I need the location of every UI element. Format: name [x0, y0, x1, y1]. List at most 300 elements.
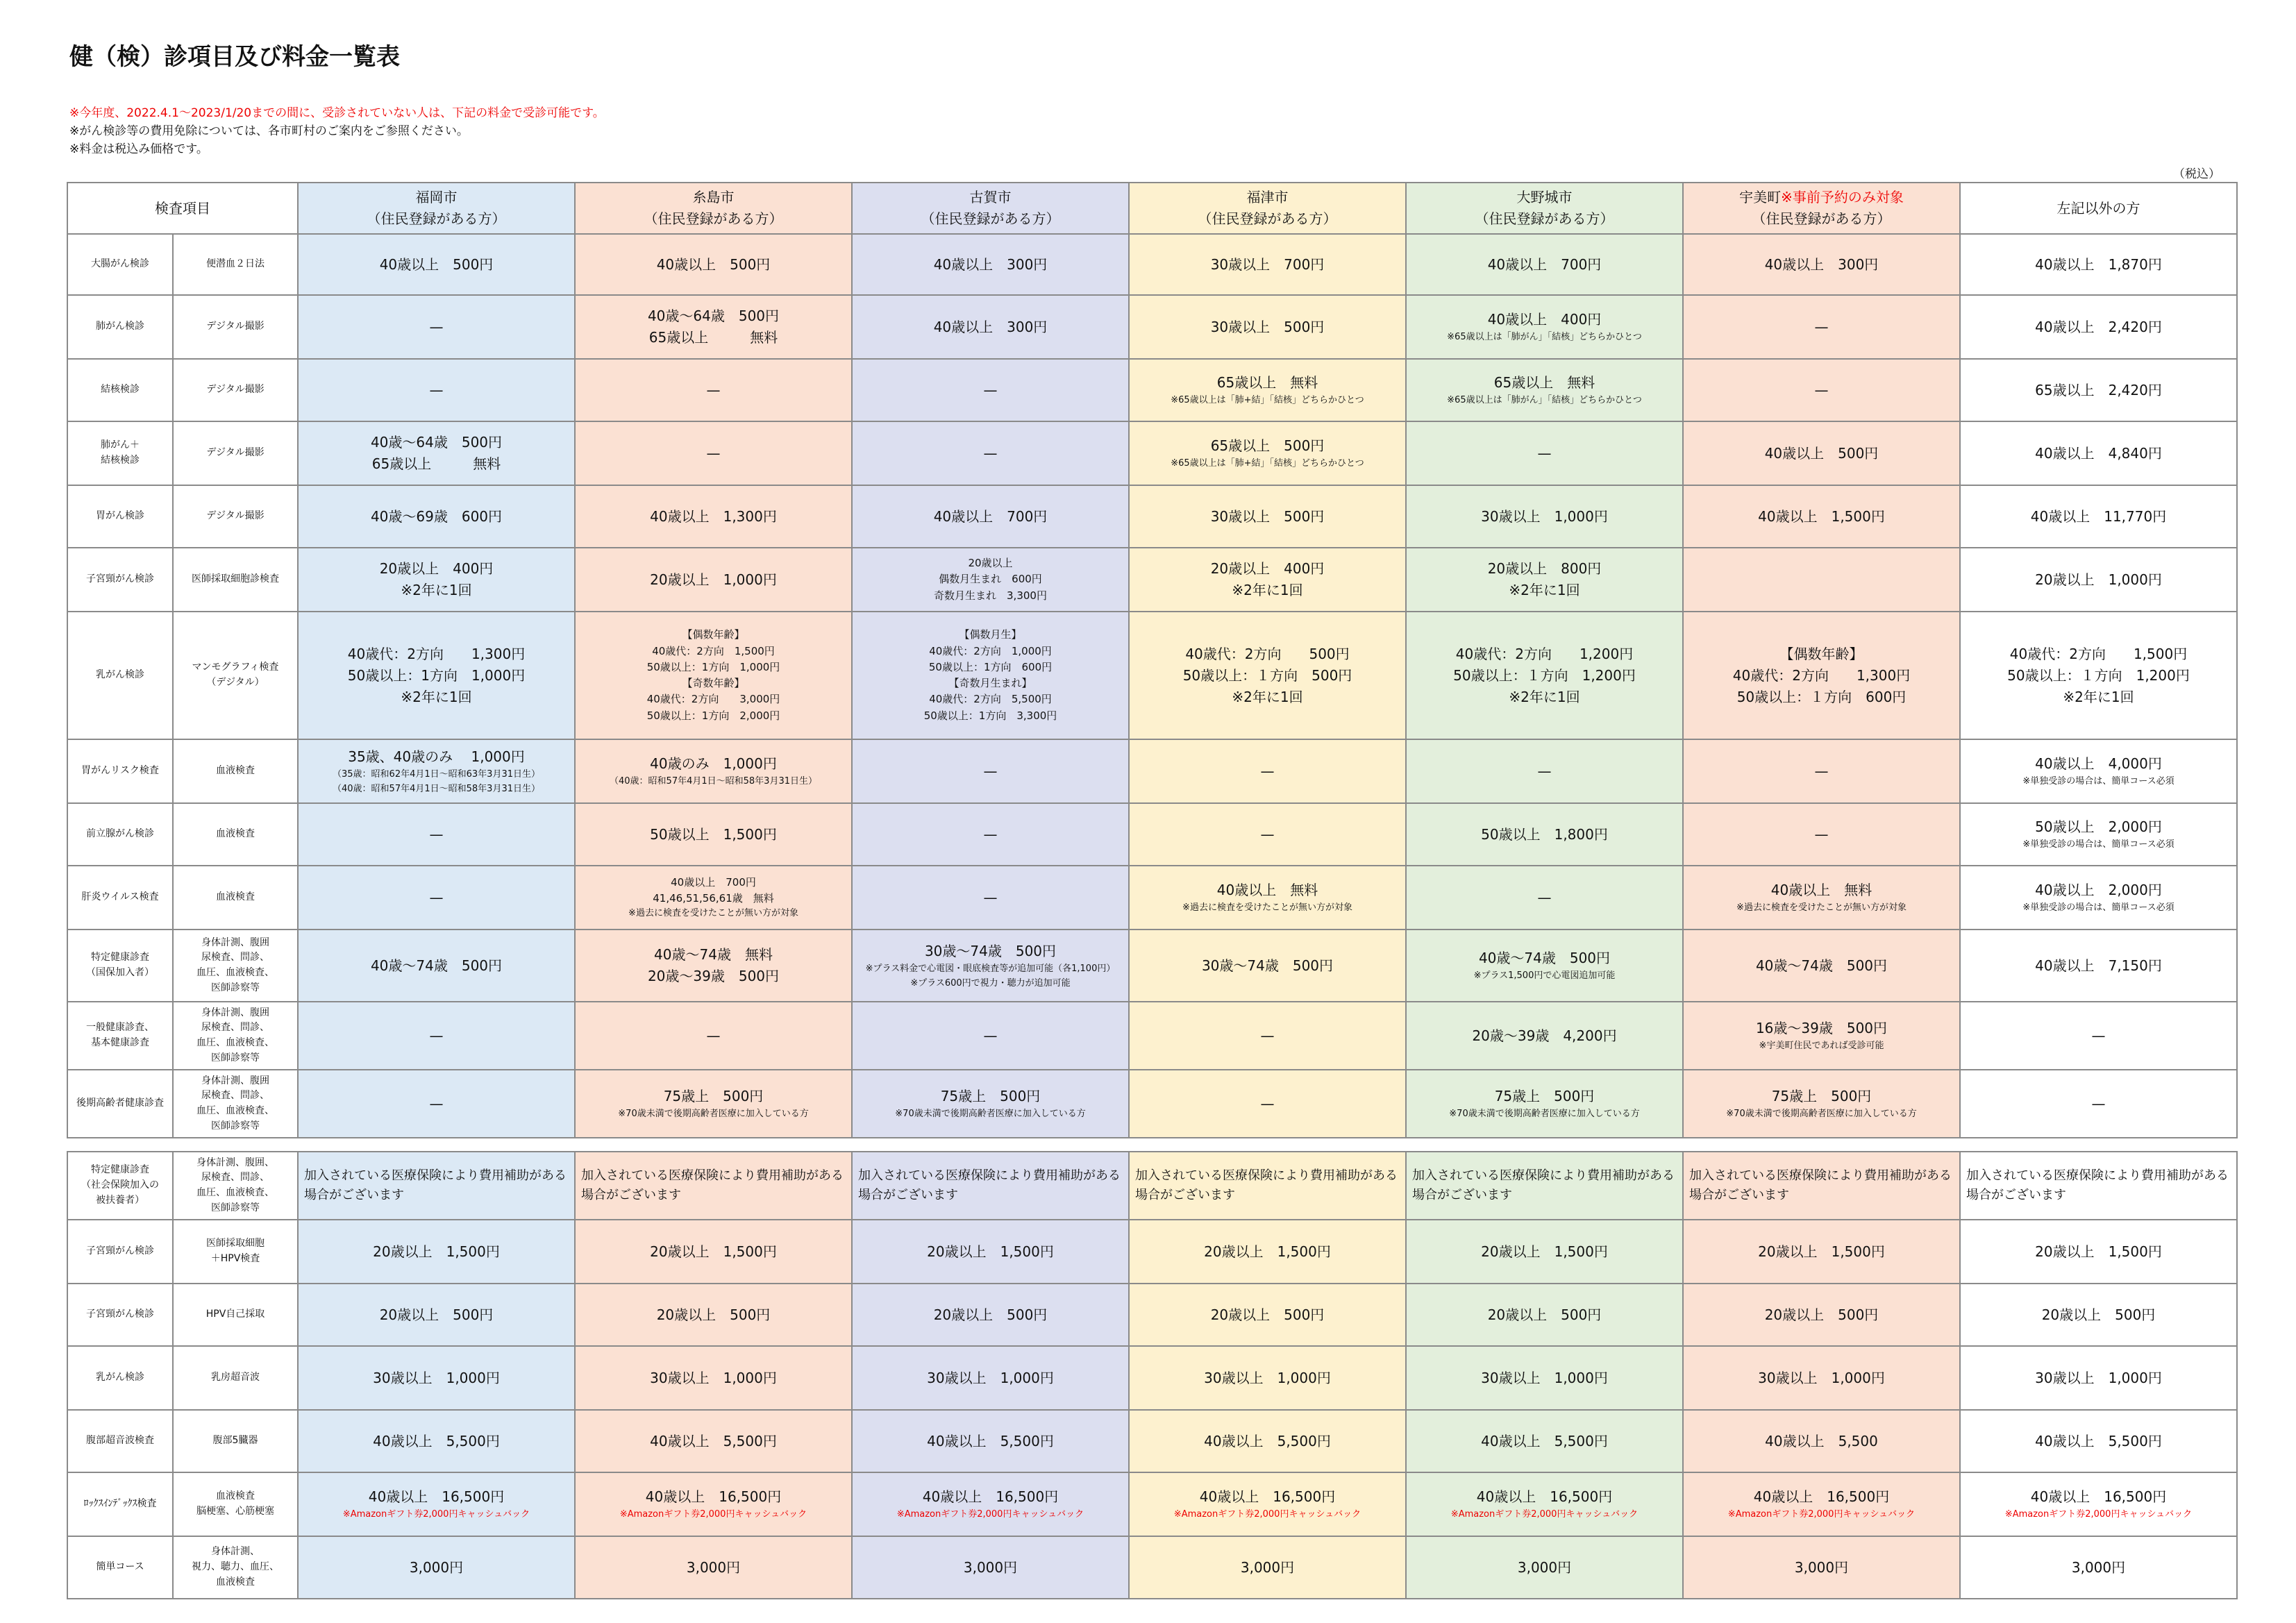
cell-value: — [429, 825, 444, 843]
cell-value: 30歳以上 1,000円 [1758, 1369, 1885, 1386]
cell-value: — [1260, 762, 1275, 780]
exam-name-line: 胃がん検診 [96, 510, 144, 522]
price-cell [1129, 1536, 1406, 1599]
exam-method-line: 身体計測、腹囲 [201, 936, 269, 948]
cell-value: — [1260, 825, 1275, 843]
price-cell [852, 739, 1129, 803]
price-cell [1406, 1472, 1683, 1536]
cell-note: ※65歳以上は「肺がん」「結核」どちらかひとつ [1447, 332, 1642, 343]
exam-method-line: 腹部5臓器 [212, 1435, 258, 1447]
cell-value: 20歳以上 1,500円 [1204, 1243, 1331, 1260]
table-row [67, 739, 2237, 803]
cell-value: 40歳～64歳 500円 [370, 434, 503, 451]
cell-value: 40歳以上 500円 [656, 255, 771, 273]
cell-value: 30歳以上 1,000円 [373, 1369, 500, 1386]
price-cell [575, 866, 852, 930]
exam-method-line: 血液検査 [216, 765, 255, 777]
price-cell [1683, 803, 1960, 866]
price-cell [1406, 421, 1683, 485]
cell-value: ※2年に1回 [1509, 582, 1580, 598]
cell-value: — [706, 381, 721, 398]
table-row [67, 421, 2237, 485]
price-cell [298, 548, 575, 612]
cell-value: 40歳以上 5,500円 [2035, 1432, 2162, 1449]
price-cell [575, 234, 852, 295]
price-cell [1683, 485, 1960, 548]
exam-method [173, 866, 298, 930]
exam-method-line: 尿検査、問診、 [201, 952, 269, 964]
note-period: ※今年度、2022.4.1～2023/1/20までの間に、受診されていない人は、下記の料金で受診可能です。 [69, 106, 605, 120]
header-subtitle: （住民登録がある方） [644, 210, 783, 227]
cell-value: 40歳代：2方向 1,500円 [2009, 645, 2188, 662]
header-city: 糸島市 [692, 189, 735, 205]
cell-value: 20歳～39歳 500円 [647, 968, 780, 984]
price-cell [852, 1070, 1129, 1138]
exam-name-line: 肝炎ウイルス検査 [81, 891, 159, 903]
cell-value: — [706, 1027, 721, 1044]
cell-value: 3,000円 [963, 1558, 1018, 1576]
exam-name-line: 乳がん検診 [96, 1372, 144, 1384]
cell-value: 【偶数年齢】 [682, 628, 745, 641]
price-cell [1960, 1152, 2237, 1220]
exam-method [173, 1346, 298, 1410]
exam-method-line: 乳房超音波 [211, 1372, 260, 1384]
cell-value: 20歳以上 1,500円 [2035, 1243, 2162, 1260]
cell-value: — [983, 889, 998, 906]
cell-value: 40歳代：2方向 3,000円 [646, 693, 780, 706]
price-cell [1406, 295, 1683, 359]
price-cell [1683, 1002, 1960, 1070]
price-cell [1129, 866, 1406, 930]
price-cell [1406, 234, 1683, 295]
cell-value: 20歳以上 400円 [1210, 560, 1325, 577]
price-cell [1683, 421, 1960, 485]
cell-value: ※2年に1回 [1232, 582, 1303, 598]
cell-note-red: ※Amazonギフト券2,000円キャッシュバック [1173, 1509, 1361, 1520]
header-city-wrap [1685, 187, 1958, 208]
cell-value: 65歳以上 無料 [1493, 374, 1595, 392]
exam-method [173, 1472, 298, 1536]
cell-value: ※2年に1回 [1509, 688, 1580, 705]
price-cell [575, 421, 852, 485]
price-cell [1683, 1070, 1960, 1138]
cell-value: 40歳のみ 1,000円 [650, 755, 777, 773]
cell-value: 【奇数年齢】 [682, 677, 745, 689]
price-cell [1129, 1410, 1406, 1472]
price-cell [298, 421, 575, 485]
cell-value: 50歳以上：１方向 600円 [1736, 688, 1907, 705]
cell-note: ※70歳未満で後期高齢者医療に加入している方 [1726, 1109, 1917, 1120]
cell-value: — [2091, 1027, 2106, 1044]
price-cell [1129, 548, 1406, 612]
exam-method [173, 612, 298, 739]
cell-value: 20歳以上 400円 [379, 560, 494, 577]
cell-note: ※プラス料金で心電図・眼底検査等が追加可能（各1,100円） [865, 964, 1116, 975]
cell-value: 40歳以上 300円 [933, 318, 1048, 335]
cell-value: — [1814, 318, 1829, 335]
price-cell [1683, 1536, 1960, 1599]
price-cell [1406, 548, 1683, 612]
header-subtitle: （住民登録がある方） [1752, 210, 1891, 227]
cell-value: — [1814, 825, 1829, 843]
cell-note: （35歳：昭和62年4月1日～昭和63年3月31日生） [333, 769, 540, 780]
price-cell [1129, 1070, 1406, 1138]
cell-value: 40歳以上 4,840円 [2035, 444, 2162, 462]
cell-value: 20歳以上 500円 [2041, 1306, 2156, 1323]
cell-note: ※プラス1,500円で心電図追加可能 [1473, 970, 1616, 982]
price-cell [575, 1410, 852, 1472]
cell-note: ※65歳以上は「肺+結」「結核」どちらかひとつ [1171, 458, 1364, 469]
cell-value: 65歳以上 2,420円 [2035, 381, 2162, 398]
table-row [67, 1152, 2237, 1220]
cell-value: 40歳以上 16,500円 [645, 1488, 782, 1506]
cell-value: 40歳以上 400円 [1487, 311, 1602, 328]
price-cell [1683, 1346, 1960, 1410]
exam-method [173, 485, 298, 548]
cell-value: 40歳代：2方向 1,500円 [652, 644, 775, 657]
cell-value: 65歳以上 無料 [371, 455, 501, 472]
price-cell [575, 930, 852, 1002]
cell-value: — [1537, 889, 1552, 906]
price-cell [852, 548, 1129, 612]
cell-value: 奇数月生まれ 3,300円 [934, 589, 1047, 602]
cell-value: 40歳代：2方向 1,000円 [929, 644, 1052, 657]
price-cell [1683, 739, 1960, 803]
price-cell [1960, 295, 2237, 359]
cell-value: 偶数月生まれ 600円 [939, 573, 1042, 586]
price-cell [575, 803, 852, 866]
price-table-optional [67, 1151, 2238, 1599]
exam-method-line: 医師採取細胞診検査 [192, 573, 279, 585]
note-exemption: ※がん検診等の費用免除については、各市町村のご案内をご参照ください。 [69, 124, 469, 138]
cell-value: 30歳以上 500円 [1210, 507, 1325, 525]
cell-value: 40歳以上 500円 [1764, 444, 1879, 462]
cell-value: 20歳以上 [968, 557, 1013, 570]
cell-value: ※2年に1回 [1232, 688, 1303, 705]
price-cell [1406, 612, 1683, 739]
exam-name-line: 前立腺がん検診 [86, 828, 154, 840]
price-cell [1960, 612, 2237, 739]
cell-value: 30歳以上 500円 [1210, 318, 1325, 335]
price-cell [1406, 803, 1683, 866]
cell-value: 30歳～74歳 500円 [924, 943, 1057, 960]
exam-method-line: 医師診察等 [211, 1202, 260, 1213]
exam-name-line: 特定健康診査 [91, 1164, 149, 1176]
cell-note-red: ※Amazonギフト券2,000円キャッシュバック [2004, 1509, 2193, 1520]
price-cell [575, 612, 852, 739]
cell-value: 40歳以上 1,500円 [1758, 507, 1885, 525]
cell-value: 40歳以上 4,000円 [2035, 755, 2162, 773]
cell-value: 50歳以上 1,500円 [650, 825, 777, 843]
cell-value: 40歳以上 16,500円 [368, 1488, 505, 1506]
cell-value: — [1814, 762, 1829, 780]
cell-note: ※65歳以上は「肺がん」「結核」どちらかひとつ [1447, 395, 1642, 406]
cell-value: — [983, 444, 998, 462]
cell-text: 加入されている医療保険により費用補助がある場合がございます [858, 1168, 1121, 1202]
cell-value: 40歳以上 5,500円 [650, 1432, 777, 1449]
exam-name [67, 1070, 173, 1138]
price-cell [852, 1284, 1129, 1346]
cell-text: 加入されている医療保険により費用補助がある場合がございます [1135, 1168, 1398, 1202]
header-city: 福津市 [1246, 189, 1289, 205]
cell-value: 40歳～74歳 無料 [654, 946, 773, 963]
price-cell [1960, 421, 2237, 485]
cell-text: 加入されている医療保険により費用補助がある場合がございます [304, 1168, 567, 1202]
price-cell [1406, 1284, 1683, 1346]
cell-value: 75歳上 500円 [663, 1088, 764, 1105]
exam-method-line: （デジタル） [206, 677, 265, 688]
exam-name [67, 1410, 173, 1472]
exam-name [67, 1536, 173, 1599]
note-tax: ※料金は税込み価格です。 [69, 142, 208, 156]
cell-value: 3,000円 [1240, 1558, 1295, 1576]
cell-value: 20歳以上 1,500円 [1481, 1243, 1608, 1260]
exam-name-line: 肺がん検診 [96, 321, 144, 333]
cell-value: 40歳～69歳 600円 [370, 507, 503, 525]
cell-value: — [429, 318, 444, 335]
exam-name [67, 612, 173, 739]
cell-note: ※過去に検査を受けたことが無い方が対象 [628, 908, 798, 919]
price-cell [1406, 739, 1683, 803]
header-city: 大野城市 [1516, 189, 1573, 205]
exam-name-line: 乳がん検診 [96, 669, 144, 681]
price-cell [1683, 1410, 1960, 1472]
price-cell [852, 421, 1129, 485]
cell-value: 40歳以上 16,500円 [1476, 1488, 1613, 1506]
cell-value: — [1260, 1095, 1275, 1112]
cell-value: 40歳以上 7,150円 [2035, 957, 2162, 974]
price-cell [1406, 930, 1683, 1002]
price-cell [1960, 866, 2237, 930]
exam-method [173, 234, 298, 295]
cell-value: — [429, 381, 444, 398]
price-cell [1683, 930, 1960, 1002]
cell-value: 20歳以上 500円 [1764, 1306, 1879, 1323]
price-cell [852, 1220, 1129, 1284]
cell-value: 40歳以上 16,500円 [2030, 1488, 2167, 1506]
price-cell [852, 295, 1129, 359]
price-cell [1960, 1472, 2237, 1536]
exam-name [67, 803, 173, 866]
exam-method [173, 1284, 298, 1346]
exam-name-line: 一般健康診査、 [86, 1022, 154, 1034]
cell-value: — [2091, 1095, 2106, 1112]
exam-method-line: 医師診察等 [211, 1052, 260, 1063]
price-cell [1683, 548, 1960, 612]
price-cell [1683, 359, 1960, 421]
table-row [67, 1472, 2237, 1536]
price-cell [298, 1152, 575, 1220]
price-cell [1129, 1346, 1406, 1410]
price-cell [852, 803, 1129, 866]
cell-value: 40歳以上 1,870円 [2035, 255, 2162, 273]
price-cell [575, 1070, 852, 1138]
exam-name [67, 1284, 173, 1346]
exam-method [173, 1220, 298, 1284]
exam-method-line: 視力、聴力、血圧、 [192, 1561, 279, 1573]
price-cell [298, 739, 575, 803]
cell-value: — [1537, 444, 1552, 462]
price-cell [1960, 739, 2237, 803]
exam-method-line: 血液検査 [216, 1490, 255, 1502]
price-cell [1129, 234, 1406, 295]
header-item: 検査項目 [67, 183, 298, 234]
cell-value: 【偶数月生】 [959, 628, 1022, 641]
exam-name [67, 295, 173, 359]
price-cell [1406, 1346, 1683, 1410]
price-cell [298, 295, 575, 359]
exam-method-line: 血液検査 [216, 891, 255, 903]
header-subtitle: （住民登録がある方） [367, 210, 506, 227]
price-cell [852, 866, 1129, 930]
exam-name-line: 結核検診 [101, 455, 140, 466]
cell-value: ※2年に1回 [2063, 688, 2134, 705]
table-row [67, 1002, 2237, 1070]
cell-value: 65歳以上 無料 [1216, 374, 1318, 392]
cell-value: 75歳上 500円 [1494, 1088, 1595, 1105]
cell-value: — [429, 889, 444, 906]
price-cell [852, 359, 1129, 421]
exam-method [173, 1536, 298, 1599]
cell-value: 20歳以上 500円 [1487, 1306, 1602, 1323]
exam-name [67, 234, 173, 295]
table-row [67, 1410, 2237, 1472]
exam-method-line: 尿検査、問診、 [201, 1172, 269, 1184]
price-cell [1406, 1070, 1683, 1138]
price-cell [1129, 739, 1406, 803]
cell-value: 30歳以上 1,000円 [927, 1369, 1054, 1386]
exam-method-line: 医師診察等 [211, 982, 260, 993]
exam-name-line: 大腸がん検診 [91, 258, 149, 270]
cell-value: 40歳代：2方向 5,500円 [929, 693, 1052, 706]
exam-method-line: 便潜血２日法 [206, 258, 265, 270]
exam-method [173, 1410, 298, 1472]
header-city: 左記以外の方 [2056, 199, 2140, 217]
cell-value: 30歳以上 1,000円 [1204, 1369, 1331, 1386]
header-subtitle: （住民登録がある方） [1475, 210, 1614, 227]
price-cell [1683, 234, 1960, 295]
cell-value: 30歳～74歳 500円 [1201, 957, 1334, 974]
cell-value: 50歳以上：１方向 1,200円 [2007, 666, 2190, 684]
price-cell [298, 1070, 575, 1138]
cell-value: 20歳以上 1,500円 [373, 1243, 500, 1260]
cell-value: 41,46,51,56,61歳 無料 [653, 891, 774, 905]
cell-value: — [706, 444, 721, 462]
exam-name [67, 1220, 173, 1284]
cell-text: 加入されている医療保険により費用補助がある場合がございます [1689, 1168, 1952, 1202]
header-col-3 [852, 183, 1129, 234]
header-city: 古賀市 [969, 189, 1012, 205]
header-row [67, 183, 2237, 234]
exam-method-line: マンモグラフィ検査 [192, 662, 279, 673]
cell-value: 40歳以上 5,500円 [1204, 1432, 1331, 1449]
cell-value: 20歳以上 1,500円 [1758, 1243, 1885, 1260]
exam-name [67, 739, 173, 803]
price-cell [575, 1220, 852, 1284]
price-cell [575, 739, 852, 803]
cell-value: 20歳以上 1,000円 [650, 571, 777, 588]
price-cell [852, 612, 1129, 739]
exam-method-line: 血液検査 [216, 828, 255, 840]
price-cell [1129, 930, 1406, 1002]
exam-method-line: 身体計測、腹囲、 [196, 1157, 274, 1168]
price-cell [298, 1002, 575, 1070]
exam-name [67, 1472, 173, 1536]
cell-value: 20歳以上 1,500円 [927, 1243, 1054, 1260]
cell-value: — [429, 1027, 444, 1044]
exam-name-line: 簡単コース [96, 1561, 144, 1573]
exam-method [173, 421, 298, 485]
cell-value: 35歳、40歳のみ 1,000円 [348, 748, 525, 766]
exam-method-line: 血圧、血液検査、 [196, 967, 274, 978]
table-row [67, 803, 2237, 866]
page-title: 健（検）診項目及び料金一覧表 [69, 43, 400, 71]
cell-value: — [983, 825, 998, 843]
cell-value: 40歳代：2方向 500円 [1185, 645, 1350, 662]
cell-value: — [1814, 381, 1829, 398]
exam-name-line: 特定健康診査 [91, 952, 149, 964]
cell-value: 40歳～64歳 500円 [647, 308, 780, 324]
cell-value: — [983, 1027, 998, 1044]
cell-value: 50歳以上：1方向 600円 [928, 660, 1053, 673]
exam-method-line: 尿検査、問診、 [201, 1090, 269, 1102]
exam-method-line: 血液検査 [216, 1576, 255, 1588]
cell-value: 50歳以上：１方向 1,200円 [1453, 666, 1636, 684]
cell-value: ※2年に1回 [401, 582, 472, 598]
exam-name [67, 548, 173, 612]
cell-value: 50歳以上：1方向 1,000円 [347, 666, 526, 684]
cell-value: 40歳以上 5,500円 [927, 1432, 1054, 1449]
exam-method-line: デジタル撮影 [206, 321, 265, 333]
price-cell [1960, 803, 2237, 866]
exam-method-line: 血圧、血液検査、 [196, 1037, 274, 1048]
cell-value: 40歳以上 16,500円 [1753, 1488, 1890, 1506]
price-cell [1406, 1002, 1683, 1070]
cell-note-red: ※Amazonギフト券2,000円キャッシュバック [1450, 1509, 1639, 1520]
cell-value: 40歳以上 300円 [1764, 255, 1879, 273]
exam-name [67, 1002, 173, 1070]
cell-value: 40歳～74歳 500円 [370, 957, 503, 974]
cell-value: 30歳以上 1,000円 [650, 1369, 777, 1386]
cell-value: 3,000円 [1517, 1558, 1572, 1576]
price-cell [1683, 295, 1960, 359]
price-cell [852, 234, 1129, 295]
cell-value: 【奇数月生まれ】 [948, 677, 1032, 689]
cell-value: 30歳以上 1,000円 [1481, 1369, 1608, 1386]
cell-note: ※70歳未満で後期高齢者医療に加入している方 [895, 1109, 1086, 1120]
price-cell [1129, 1002, 1406, 1070]
cell-value: 40歳以上 5,500円 [1481, 1432, 1608, 1449]
exam-method-line: 尿検査、問診、 [201, 1022, 269, 1034]
price-cell [1406, 1220, 1683, 1284]
exam-name-line: （社会保険加入の [81, 1179, 159, 1191]
price-cell [298, 1346, 575, 1410]
cell-value: — [429, 1095, 444, 1112]
exam-method-line: 脳梗塞、心筋梗塞 [196, 1506, 274, 1517]
cell-note: ※単独受診の場合は、簡単コース必須 [2022, 902, 2175, 914]
price-cell [1129, 612, 1406, 739]
header-col-4 [1129, 183, 1406, 234]
price-cell [1960, 930, 2237, 1002]
cell-value: 20歳以上 800円 [1487, 560, 1602, 577]
header-reservation-note: ※事前予約のみ対象 [1781, 189, 1904, 205]
price-cell [852, 1346, 1129, 1410]
price-cell [852, 1536, 1129, 1599]
cell-value: 50歳以上：1方向 1,000円 [646, 660, 780, 673]
exam-name [67, 485, 173, 548]
cell-note: ※単独受診の場合は、簡単コース必須 [2022, 839, 2175, 850]
exam-method-line: HPV自己採取 [206, 1309, 265, 1320]
